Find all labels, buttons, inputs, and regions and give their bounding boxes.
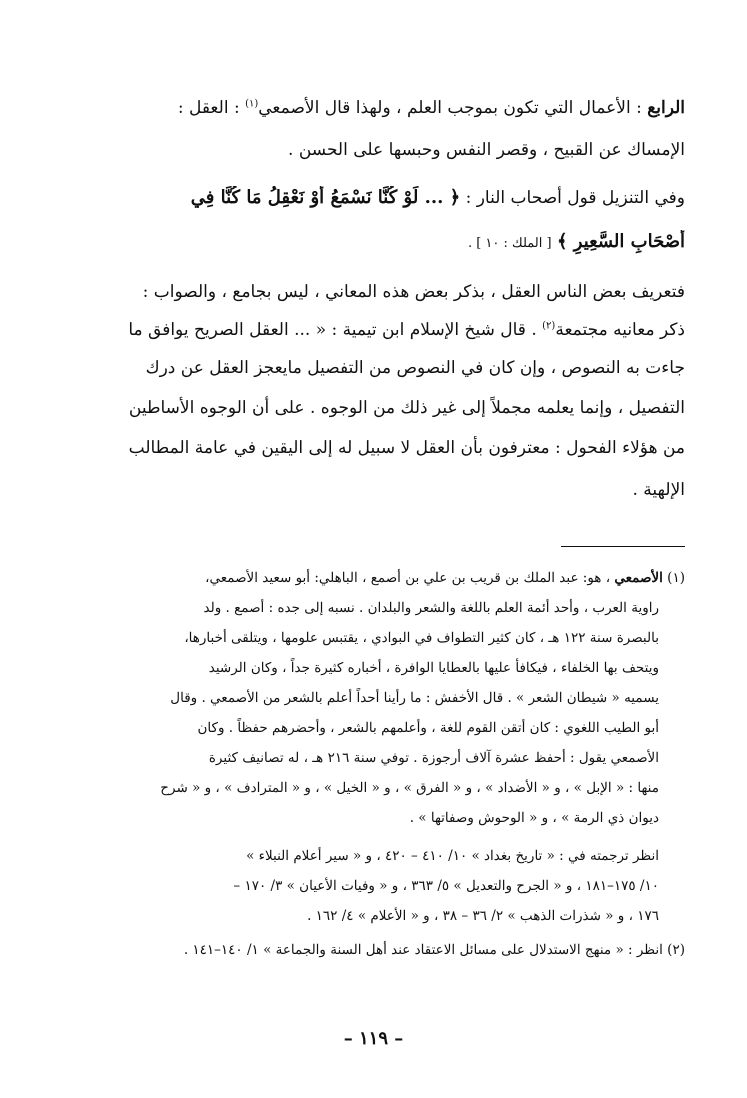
fn1-line-2: راوية العرب ، وأحد أئمة العلم باللغة والشعر والبلدان . نسبه إلى جده : أصمع . ولد [203, 600, 659, 616]
footnote-ref-2[interactable]: (٢) [542, 320, 556, 332]
p1-line-1 [62, 96, 685, 120]
fn1-sources-line-3: ١٧٦ ، و « شذرات الذهب » ٢/ ٣٦ – ٣٨ ، و « الأعلام » ٤/ ١٦٢ . [307, 908, 659, 924]
p3-line-1: فتعريف بعض الناس العقل ، بذكر بعض هذه المعاني ، ليس بجامع ، والصواب : [142, 282, 685, 302]
fn1-number: (١) [667, 570, 685, 586]
p3-line-3: جاءت به النصوص ، وإن كان في النصوص من التفصيل مايعجز العقل عن درك [145, 358, 685, 378]
fn2-number: (٢) [667, 942, 685, 958]
fn2-text: انظر : « منهج الاستدلال على مسائل الاعتقاد عند أهل السنة والجماعة » ١/ ١٤٠–١٤١ . [183, 942, 663, 958]
fn1-line-9: ديوان ذي الرمة » ، و « الوحوش وصفاتها » . [409, 810, 659, 826]
fn1-line-1-text: ، هو: عبد الملك بن قريب بن علي بن أصمع ، الباهلي: أبو سعيد الأصمعي، [205, 570, 611, 586]
quran-verse-part-1: ﴿ ... لَوْ كُنَّا نَسْمَعُ أَوْ نَعْقِلُ مَا كُنَّا فِي [190, 187, 461, 208]
fn1-line-5: يسميه « شيطان الشعر » . قال الأخفش : ما رأينا أحداً أعلم بالشعر من الأصمعي . وقال [170, 690, 659, 706]
fn1-sources-line-1: انظر ترجمته في : « تاريخ بغداد » ١٠/ ٤١٠ – ٤٢٠ ، و « سير أعلام النبلاء » [246, 848, 659, 864]
fn1-line-7: الأصمعي يقول : أحفظ عشرة آلاف أرجوزة . توفي سنة ٢١٦ هـ ، له تصانيف كثيرة [208, 750, 659, 766]
verse-citation: [ الملك : ١٠ ] . [467, 236, 552, 251]
p2-intro: وفي التنزيل قول أصحاب النار : [465, 188, 685, 208]
fn1-line-3: بالبصرة سنة ١٢٢ هـ ، كان كثير التطواف في البوادي ، يقتبس علومها ، ويتلقى أخبارها، [184, 630, 659, 646]
fn1-line-6: أبو الطيب اللغوي : كان أتقن القوم للغة ، وأعلمهم بالشعر ، وأحضرهم حفظاً . وكان [197, 720, 659, 736]
footnote-divider [561, 546, 685, 547]
p1-line-1-end: : العقل : [177, 98, 240, 118]
fn1-line-1 [62, 568, 685, 588]
p3-line-2-start: ذكر معانيه مجتمعة [555, 320, 685, 340]
page-number: – ١١٩ – [343, 1028, 404, 1049]
p1-lead-word: الرابع [647, 98, 685, 118]
p2-line-2 [62, 230, 685, 256]
p1-line-1-text: : الأعمال التي تكون بموجب العلم ، ولهذا قال الأصمعي [258, 98, 642, 118]
fn1-name: الأصمعي [614, 570, 663, 586]
fn2-line [62, 940, 685, 960]
p3-line-2-end: . قال شيخ الإسلام ابن تيمية : « ... العقل الصريح يوافق ما [128, 320, 537, 340]
p1-line-2: الإمساك عن القبيح ، وقصر النفس وحبسها على الحسن . [288, 140, 685, 160]
fn1-sources-line-2: ١٠/ ١٧٥–١٨١ ، و « الجرح والتعديل » ٥/ ٣٦٣ ، و « وفيات الأعيان » ٣/ ١٧٠ – [233, 878, 659, 894]
p3-line-6: الإلهية . [632, 480, 685, 500]
fn1-line-4: ويتحف بها الخلفاء ، فيكافأ عليها بالعطايا الوافرة ، أخباره كثيرة جداً ، وكان الرشيد [208, 660, 659, 676]
p3-line-2 [62, 318, 685, 342]
quran-verse-part-2: أَصْحَابِ السَّعِيرِ ﴾ [556, 231, 685, 252]
fn1-line-8: منها : « الإبل » ، و « الأضداد » ، و « الفرق » ، و « الخيل » ، و « المترادف » ، و « شرح [160, 780, 659, 796]
footnote-ref-1[interactable]: (١) [245, 98, 259, 110]
p3-line-4: التفصيل ، وإنما يعلمه مجملاً إلى غير ذلك من الوجوه . على أن الوجوه الأساطين [128, 398, 685, 418]
p2-line-1 [62, 186, 685, 210]
p3-line-5: من هؤلاء الفحول : معترفون بأن العقل لا سبيل له إلى اليقين في عامة المطالب [128, 438, 685, 458]
